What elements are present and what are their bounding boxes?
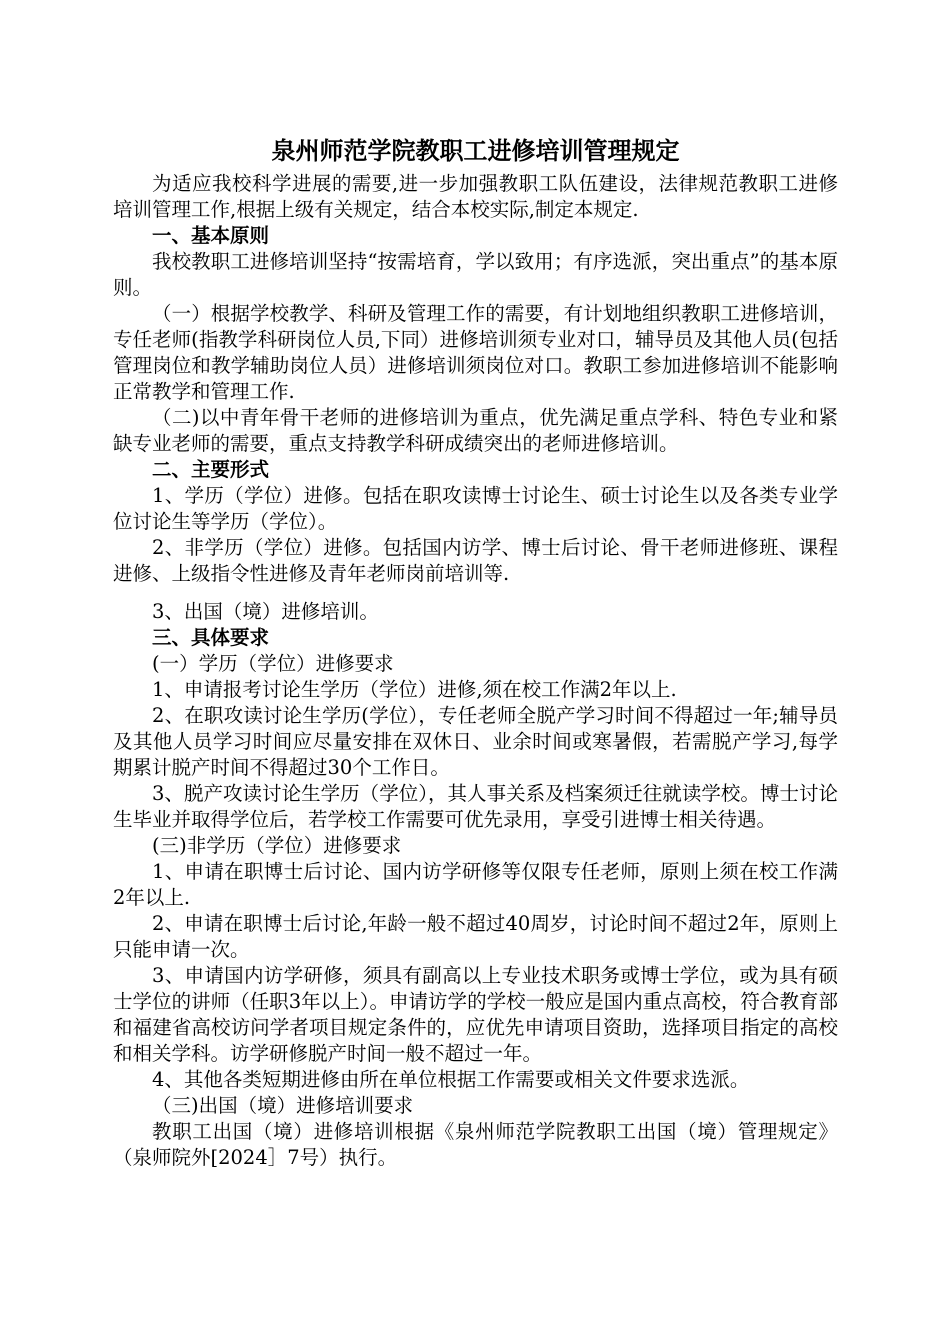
section-heading-requirements: 三、具体要求	[152, 626, 270, 649]
non-degree-requirement-item: 1、申请在职博士后讨论、国内访学研修等仅限专任老师，原则上须在校工作满2年以上.	[113, 860, 838, 909]
non-degree-requirement-item: 3、申请国内访学研修，须具有副高以上专业技术职务或博士学位，或为具有硕士学位的讲师（任职3年以上）。申请访学的学校一般应是国内重点高校，符合教育部和福建省高校访问学者项目规定条件的，应优先申请项目资助，选择项目指定的高校和相关学科。访学研修脱产时间一般不超过一年。	[113, 964, 838, 1065]
document-title: 泉州师范学院教职工进修培训管理规定	[271, 137, 680, 165]
subheading-degree-requirements: (一）学历（学位）进修要求	[152, 652, 394, 675]
non-degree-requirement-item: 4、其他各类短期进修由所在单位根据工作需要或相关文件要求选派。	[152, 1068, 750, 1091]
subheading-overseas-requirements: （三)出国（境）进修培训要求	[152, 1094, 414, 1117]
document-page	[113, 133, 838, 1171]
degree-requirement-item: 1、申请报考讨论生学历（学位）进修,须在校工作满2年以上.	[152, 678, 677, 701]
section-heading-principles: 一、基本原则	[152, 224, 270, 247]
intro-paragraph: 为适应我校科学进展的需要,进一步加强教职工队伍建设，法律规范教职工进修培训管理工作,根据上级有关规定，结合本校实际,制定本规定.	[113, 172, 838, 221]
subheading-non-degree-requirements: (三)非学历（学位）进修要求	[152, 834, 402, 857]
non-degree-requirement-item: 2、申请在职博士后讨论,年龄一般不超过40周岁，讨论时间不超过2年，原则上只能申请一次。	[113, 912, 838, 961]
forms-paragraph: 3、出国（境）进修培训。	[152, 600, 379, 623]
section-heading-forms: 二、主要形式	[152, 458, 270, 481]
forms-paragraph: 2、非学历（学位）进修。包括国内访学、博士后讨论、骨干老师进修班、课程进修、上级指令性进修及青年老师岗前培训等.	[113, 536, 838, 585]
principles-paragraph: （一）根据学校教学、科研及管理工作的需要，有计划地组织教职工进修培训，专任老师(指教学科研岗位人员,下同）进修培训须专业对口，辅导员及其他人员(包括管理岗位和教学辅助岗位人员）进修培训须岗位对口。教职工参加进修培训不能影响正常教学和管理工作.	[113, 302, 838, 403]
degree-requirement-item: 3、脱产攻读讨论生学历（学位），其人事关系及档案须迁往就读学校。博士讨论生毕业并取得学位后，若学校工作需要可优先录用，享受引进博士相关待遇。	[113, 782, 838, 831]
principles-paragraph: 我校教职工进修培训坚持“按需培育，学以致用；有序选派，突出重点”的基本原则。	[113, 250, 838, 299]
principles-paragraph: （二)以中青年骨干老师的进修培训为重点，优先满足重点学科、特色专业和紧缺专业老师的需要，重点支持教学科研成绩突出的老师进修培训。	[113, 406, 838, 455]
overseas-requirement-item: 教职工出国（境）进修培训根据《泉州师范学院教职工出国（境）管理规定》（泉师院外[2024］7号）执行。	[113, 1120, 838, 1169]
forms-paragraph: 1、学历（学位）进修。包括在职攻读博士讨论生、硕士讨论生以及各类专业学位讨论生等学历（学位）。	[113, 484, 838, 533]
degree-requirement-item: 2、在职攻读讨论生学历(学位），专任老师全脱产学习时间不得超过一年;辅导员及其他人员学习时间应尽量安排在双休日、业余时间或寒暑假，若需脱产学习,每学期累计脱产时间不得超过30个工作日。	[113, 704, 838, 779]
